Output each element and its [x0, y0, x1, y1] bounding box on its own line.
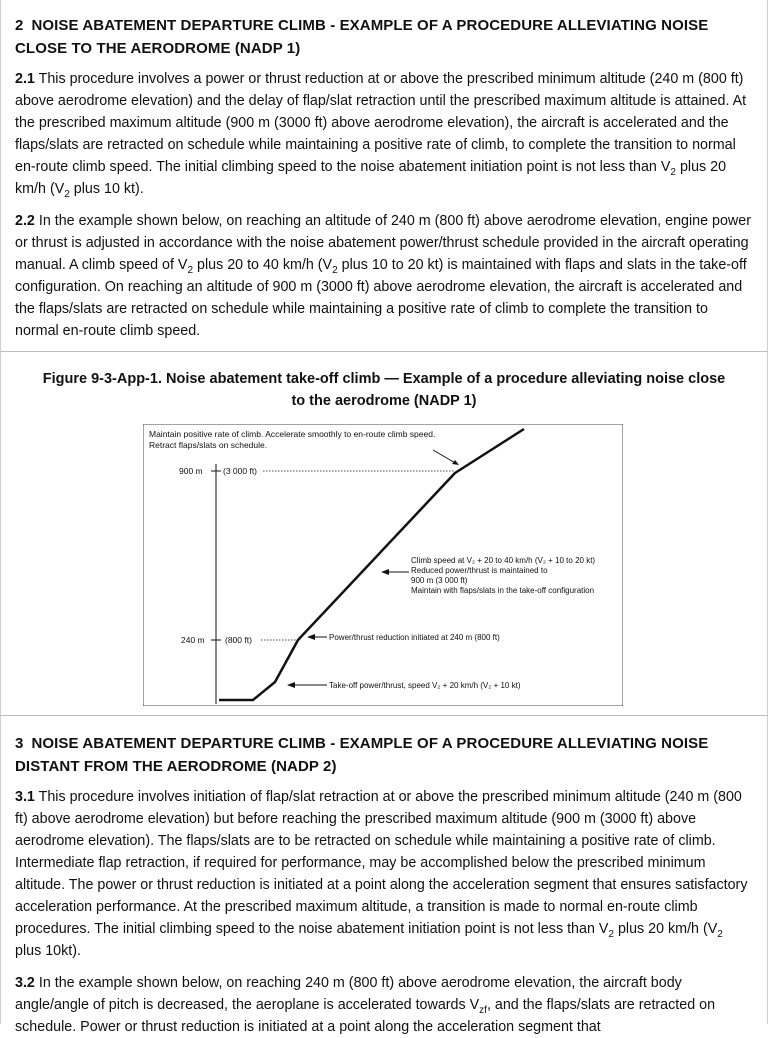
figure-nadp1	[0, 352, 768, 716]
label-240m: 240 m	[181, 635, 205, 645]
section-2-heading: 2 NOISE ABATEMENT DEPARTURE CLIMB - EXAMPLE OF A PROCEDURE ALLEVIATING NOISE CLOSE TO THE AERODROME (NADP 1)	[15, 17, 709, 57]
section-3-heading: 3 NOISE ABATEMENT DEPARTURE CLIMB - EXAMPLE OF A PROCEDURE ALLEVIATING NOISE DISTANT FROM THE AERODROME (NADP 2)	[15, 735, 709, 775]
climb-note-4: Maintain with flaps/slats in the take-off configuration	[411, 586, 595, 595]
climb-note-1: Climb speed at V₂ + 20 to 40 km/h (V₂ + 10 to 20 kt)	[411, 556, 596, 565]
climb-note-2: Reduced power/thrust is maintained to	[411, 566, 548, 575]
figure-caption: Figure 9-3-App-1. Noise abatement take-off climb — Example of a procedure alleviating noise close to the aerodrome (NADP 1)	[42, 371, 726, 409]
label-3000ft: (3 000 ft)	[223, 466, 258, 476]
climb-note-3: 900 m (3 000 ft)	[411, 576, 468, 585]
diagram-frame	[143, 424, 623, 706]
top-note-2: Retract flaps/slats on schedule.	[149, 440, 268, 450]
takeoff-note: Take-off power/thrust, speed V₂ + 20 km/h (V₂ + 10 kt)	[329, 681, 521, 690]
section-2	[0, 0, 768, 352]
label-800ft: (800 ft)	[225, 635, 252, 645]
paragraph-2-1: 2.1 This procedure involves a power or thrust reduction at or above the prescribed minimum altitude (240 m (800 ft) above aerodrome elevation) and the delay of flap/slat retraction until the prescribed maximum altitude is attained. At the prescribed maximum altitude (900 m (3000 ft) above aerodrome elevation), the aircraft is accelerated and the flaps/slats are retracted on schedule while maintaining a positive rate of climb, to complete the transition to normal en-route climb speed. The initial climbing speed to the noise abatement initiation point is not less than $V_2$ plus 20 km/h ($V_2$ plus 10 kt).	[15, 71, 747, 200]
label-900m: 900 m	[179, 466, 203, 476]
top-note-1: Maintain positive rate of climb. Accelerate smoothly to en-route climb speed.	[149, 429, 436, 439]
section-3	[0, 716, 768, 1035]
paragraph-3-1: 3.1 This procedure involves initiation of flap/slat retraction at or above the prescribed minimum altitude (240 m (800 ft) above aerodrome elevation) but before reaching the prescribed maximum altitude (900 m (3000 ft) above aerodrome elevation). The flaps/slats are to be retracted on schedule while maintaining a positive rate of climb. Intermediate flap retraction, if required for performance, may be accomplished below the prescribed minimum altitude. The power or thrust reduction is initiated at a point along the acceleration segment that ensures satisfactory acceleration performance. At the prescribed maximum altitude, a transition is made to normal en-route climb procedures. The initial climbing speed to the noise abatement initiation point is not less than $V_2$ plus 20 km/h ($V_2$ plus 10kt).	[15, 789, 748, 959]
figure-diagram	[143, 424, 623, 706]
paragraph-2-2: 2.2 In the example shown below, on reaching an altitude of 240 m (800 ft) above aerodrome elevation, engine power or thrust is adjusted in accordance with the noise abatement power/thrust schedule provided in the aircraft operating manual. A climb speed of $V_2$ plus 20 to 40 km/h ($V_2$ plus 10 to 20 kt) is maintained with flaps and slats in the take-off configuration. On reaching an altitude of 900 m (3000 ft) above aerodrome elevation, the aircraft is accelerated and the flaps/slats are retracted on schedule while maintaining a positive rate of climb to complete the transition to normal en-route climb speed.	[15, 213, 751, 339]
paragraph-3-2: 3.2 In the example shown below, on reaching 240 m (800 ft) above aerodrome elevation, the aircraft body angle/angle of pitch is decreased, the aeroplane is accelerated towards $V_{zf}$, and the flaps/slats are retracted on schedule. Power or thrust reduction is initiated at a point along the acceleration segment that	[15, 975, 716, 1035]
power-reduction-note: Power/thrust reduction initiated at 240 m (800 ft)	[329, 633, 500, 642]
climb-profile-diagram	[143, 424, 623, 706]
